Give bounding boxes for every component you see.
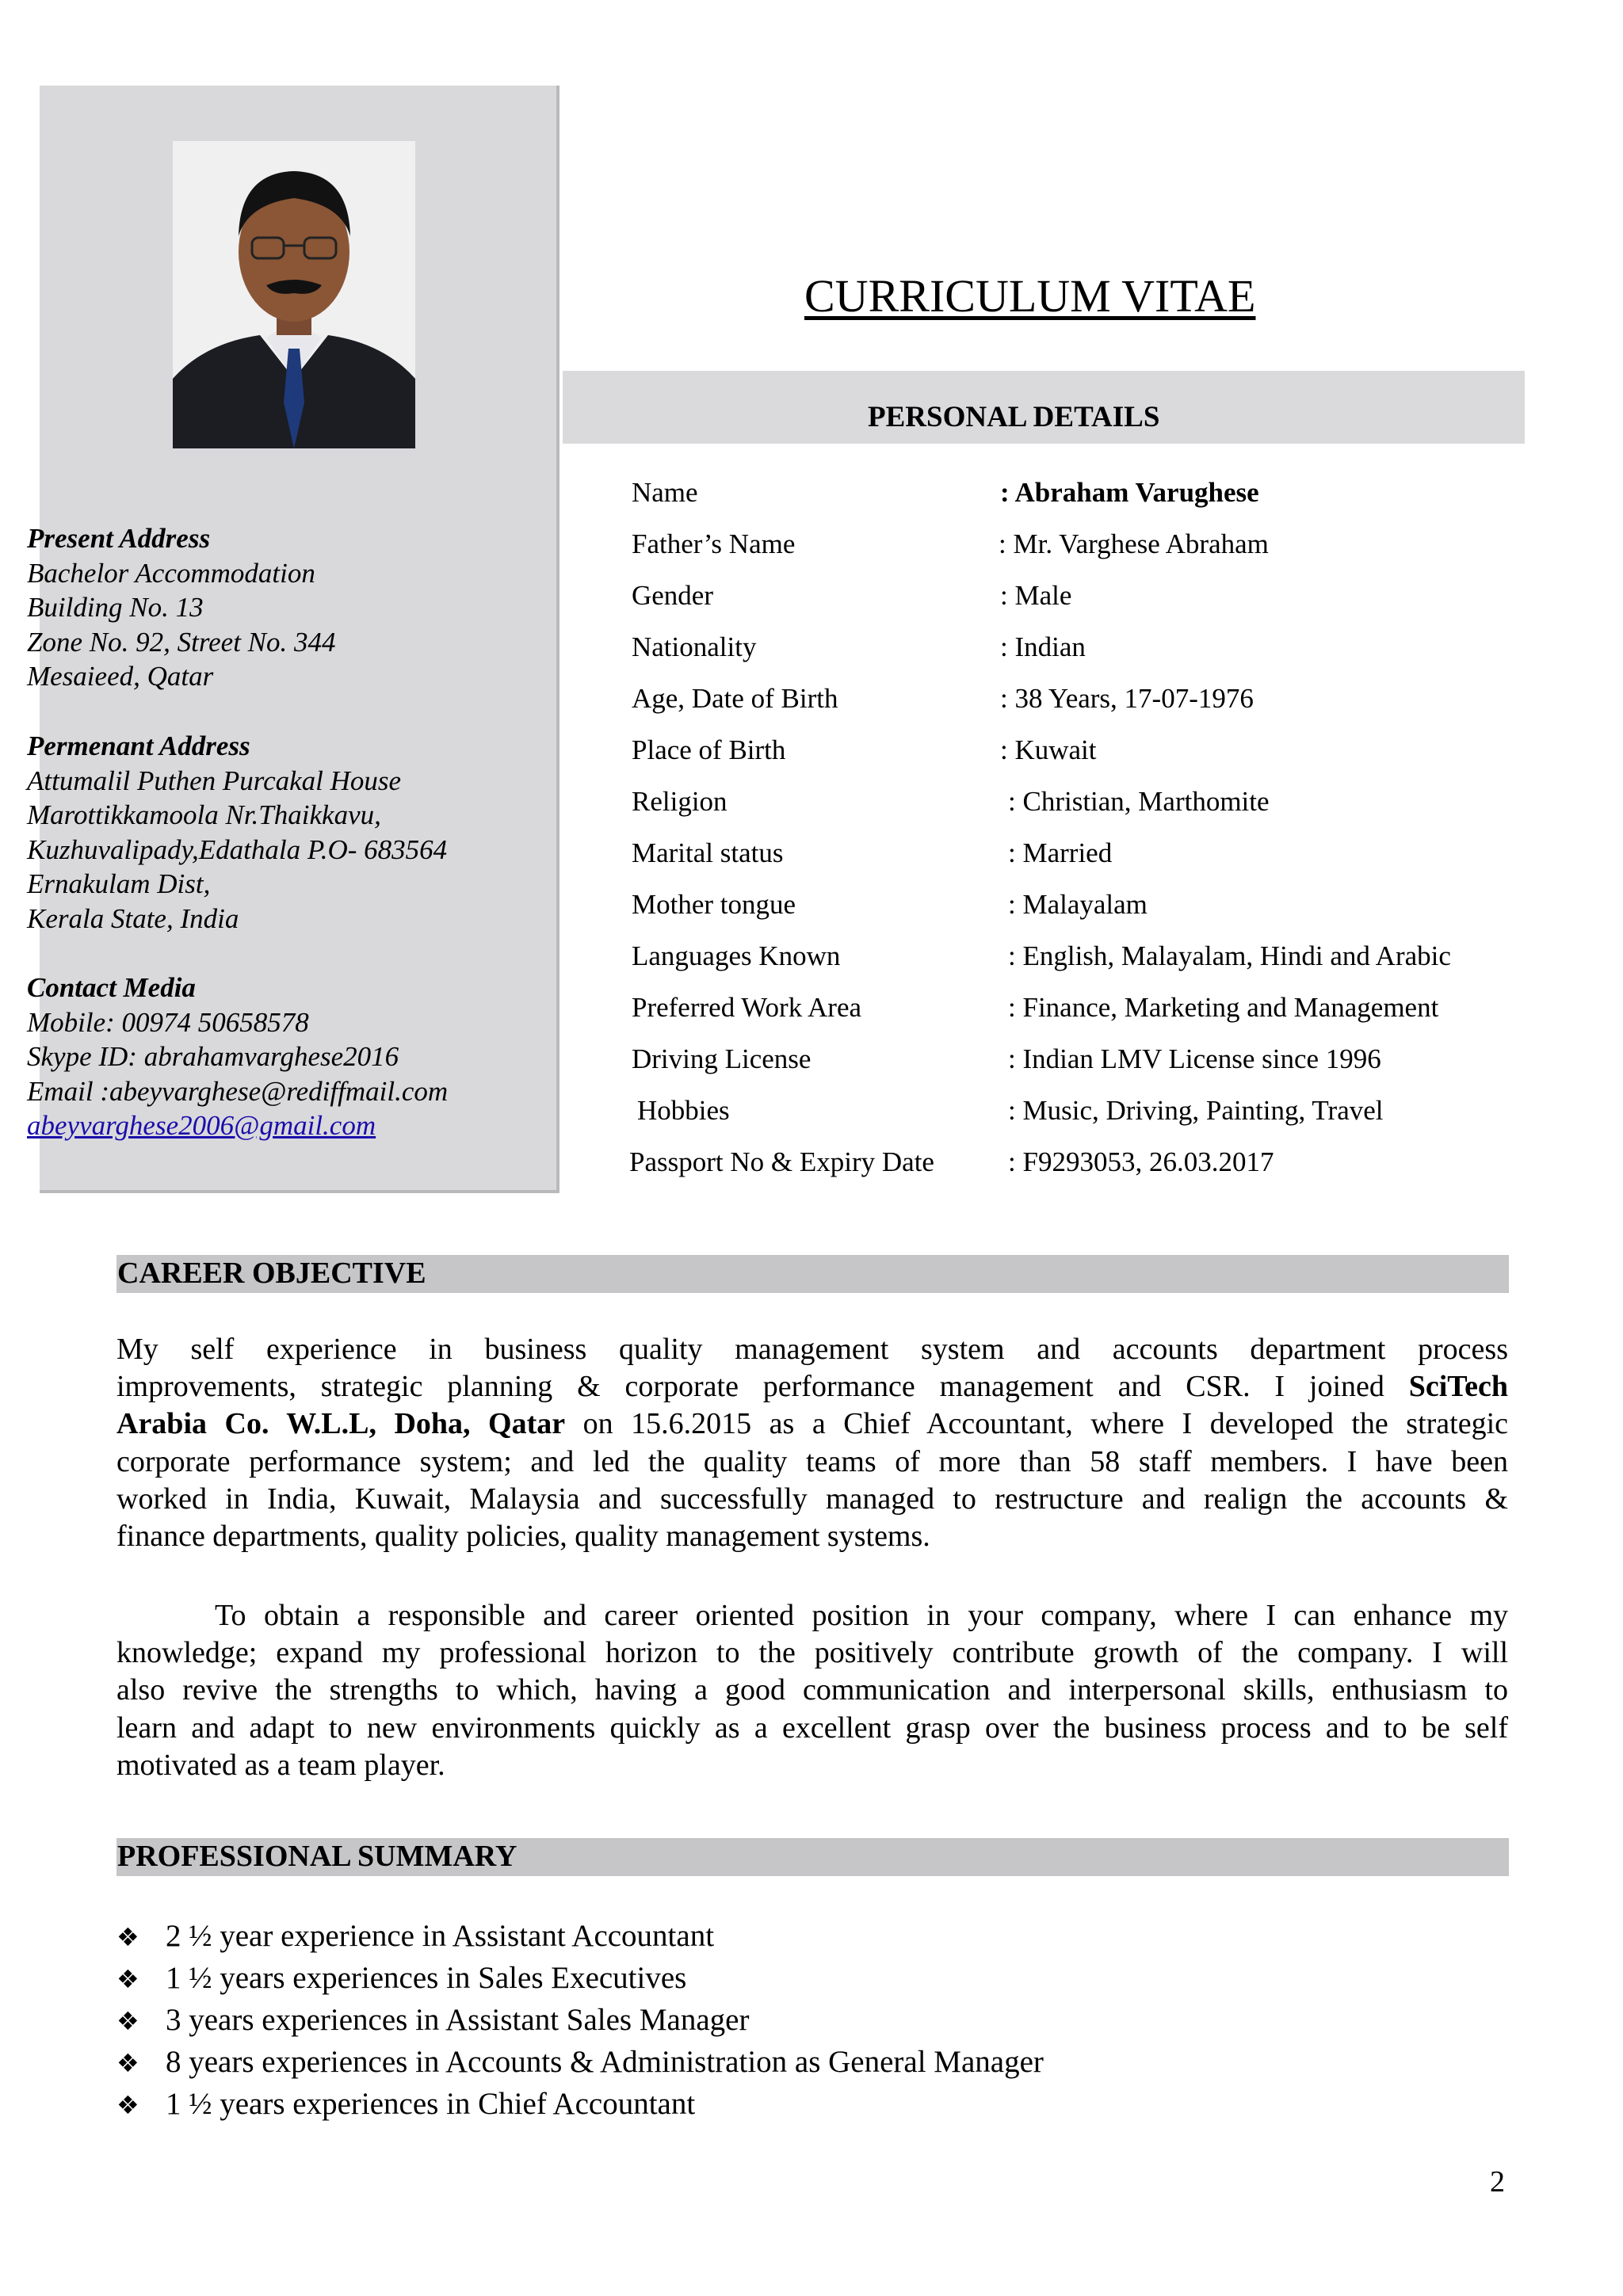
detail-label: Place of Birth bbox=[632, 734, 786, 765]
present-address-line: Bachelor Accommodation bbox=[27, 557, 315, 589]
paragraph-text: improvements, strategic planning & corporate performance management and CSR. I joined bbox=[116, 1370, 1384, 1404]
detail-label: Age, Date of Birth bbox=[632, 683, 838, 714]
page-number: 2 bbox=[1490, 2165, 1505, 2199]
list-item-text: 1 ½ years experiences in Sales Executives bbox=[166, 1961, 687, 1995]
profile-photo bbox=[173, 141, 415, 448]
detail-label: Mother tongue bbox=[632, 889, 796, 920]
paragraph-line: corporate performance system; and led the quality teams of more than 58 staff members. I have been bbox=[116, 1444, 1508, 1478]
company-location: Arabia Co. W.L.L, Doha, Qatar bbox=[116, 1407, 566, 1441]
contact-email: Email :abeyvarghese@rediffmail.com bbox=[27, 1075, 449, 1107]
diamond-bullet-icon: ❖ bbox=[116, 2006, 139, 2036]
diamond-bullet-icon: ❖ bbox=[116, 2090, 139, 2120]
contact-heading: Contact Media bbox=[27, 972, 196, 1003]
list-item-text: 8 years experiences in Accounts & Administration as General Manager bbox=[166, 2045, 1044, 2079]
paragraph-text: on 15.6.2015 as a Chief Accountant, where I developed the strategic bbox=[582, 1407, 1508, 1441]
detail-label: Nationality bbox=[632, 631, 757, 662]
detail-value: : Christian, Marthomite bbox=[1008, 786, 1270, 817]
professional-summary-list bbox=[116, 1916, 1044, 2126]
paragraph-line: My self experience in business quality management system and accounts department process bbox=[116, 1333, 1508, 1366]
email-link[interactable]: abeyvarghese2006@gmail.com bbox=[27, 1110, 376, 1141]
paragraph-line: learn and adapt to new environments quickly as a excellent grasp over the business process and to be self bbox=[116, 1711, 1508, 1745]
detail-value: : English, Malayalam, Hindi and Arabic bbox=[1008, 940, 1451, 971]
permanent-address-line: Ernakulam Dist, bbox=[27, 868, 211, 899]
paragraph-line: motivated as a team player. bbox=[116, 1748, 445, 1782]
paragraph-line bbox=[116, 1405, 1508, 1443]
detail-value: : Male bbox=[1000, 580, 1072, 611]
detail-value: : F9293053, 26.03.2017 bbox=[1008, 1146, 1274, 1177]
list-item bbox=[116, 2000, 1044, 2042]
permanent-address-line: Kuzhuvalipady,Edathala P.O- 683564 bbox=[27, 833, 448, 865]
diamond-bullet-icon: ❖ bbox=[116, 2048, 139, 2078]
diamond-bullet-icon: ❖ bbox=[116, 1922, 139, 1952]
paragraph-line: worked in India, Kuwait, Malaysia and successfully managed to restructure and realign the accounts & bbox=[116, 1482, 1508, 1516]
paragraph-line: also revive the strengths to which, having a good communication and interpersonal skills, enthusiasm to bbox=[116, 1673, 1508, 1707]
present-address-block bbox=[27, 521, 336, 694]
professional-summary-heading: PROFESSIONAL SUMMARY bbox=[117, 1840, 517, 1873]
career-objective-heading: CAREER OBJECTIVE bbox=[117, 1257, 426, 1290]
permanent-address-heading: Permenant Address bbox=[27, 730, 250, 761]
list-item-text: 1 ½ years experiences in Chief Accountant bbox=[166, 2087, 696, 2121]
detail-label: Father’s Name bbox=[632, 528, 796, 559]
list-item bbox=[116, 1916, 1044, 1958]
present-address-heading: Present Address bbox=[27, 523, 211, 554]
paragraph-line bbox=[116, 1368, 1508, 1405]
contact-mobile: Mobile: 00974 50658578 bbox=[27, 1006, 309, 1038]
detail-value: : Abraham Varughese bbox=[1000, 477, 1259, 508]
paragraph-line: To obtain a responsible and career oriented position in your company, where I can enhance my bbox=[215, 1599, 1508, 1632]
detail-label: Preferred Work Area bbox=[632, 992, 862, 1023]
detail-label: Name bbox=[632, 477, 698, 508]
detail-label: Religion bbox=[632, 786, 727, 817]
detail-label: Passport No & Expiry Date bbox=[629, 1146, 934, 1177]
paragraph-line: knowledge; expand my professional horizon to the positively contribute growth of the company. I will bbox=[116, 1636, 1508, 1670]
contact-block bbox=[27, 971, 448, 1143]
detail-label: Languages Known bbox=[632, 940, 841, 971]
permanent-address-line: Kerala State, India bbox=[27, 902, 239, 934]
contact-skype: Skype ID: abrahamvarghese2016 bbox=[27, 1041, 399, 1072]
present-address-line: Mesaieed, Qatar bbox=[27, 661, 214, 692]
permanent-address-block bbox=[27, 729, 447, 936]
detail-value: : Kuwait bbox=[1000, 734, 1097, 765]
career-objective-paragraph-2 bbox=[116, 1597, 1508, 1784]
list-item bbox=[116, 1958, 1044, 2000]
personal-details-heading: PERSONAL DETAILS bbox=[868, 401, 1160, 433]
detail-value: : Music, Driving, Painting, Travel bbox=[1008, 1095, 1384, 1126]
paragraph-line: finance departments, quality policies, quality management systems. bbox=[116, 1520, 930, 1554]
present-address-line: Building No. 13 bbox=[27, 592, 204, 623]
detail-label: Driving License bbox=[632, 1043, 812, 1074]
detail-value: : Indian LMV License since 1996 bbox=[1008, 1043, 1381, 1074]
profile-photo-image bbox=[173, 141, 415, 448]
detail-value: : Malayalam bbox=[1008, 889, 1148, 920]
list-item-text: 2 ½ year experience in Assistant Accountant bbox=[166, 1919, 715, 1953]
permanent-address-line: Marottikkamoola Nr.Thaikkavu, bbox=[27, 799, 381, 830]
list-item bbox=[116, 2084, 1044, 2126]
detail-value: : Mr. Varghese Abraham bbox=[999, 528, 1269, 559]
detail-value: : 38 Years, 17-07-1976 bbox=[1000, 683, 1254, 714]
detail-label: Hobbies bbox=[637, 1095, 730, 1126]
detail-value: : Finance, Marketing and Management bbox=[1008, 992, 1439, 1023]
page-title: CURRICULUM VITAE bbox=[804, 270, 1256, 322]
detail-value: : Married bbox=[1008, 837, 1113, 868]
list-item bbox=[116, 2042, 1044, 2084]
permanent-address-line: Attumalil Puthen Purcakal House bbox=[27, 765, 402, 796]
detail-label: Gender bbox=[632, 580, 714, 611]
career-objective-paragraph bbox=[116, 1331, 1508, 1555]
diamond-bullet-icon: ❖ bbox=[116, 1964, 139, 1994]
list-item-text: 3 years experiences in Assistant Sales Manager bbox=[166, 2003, 750, 2037]
detail-value: : Indian bbox=[1000, 631, 1086, 662]
present-address-line: Zone No. 92, Street No. 344 bbox=[27, 626, 336, 658]
company-name: SciTech bbox=[1408, 1370, 1509, 1404]
detail-label: Marital status bbox=[632, 837, 784, 868]
